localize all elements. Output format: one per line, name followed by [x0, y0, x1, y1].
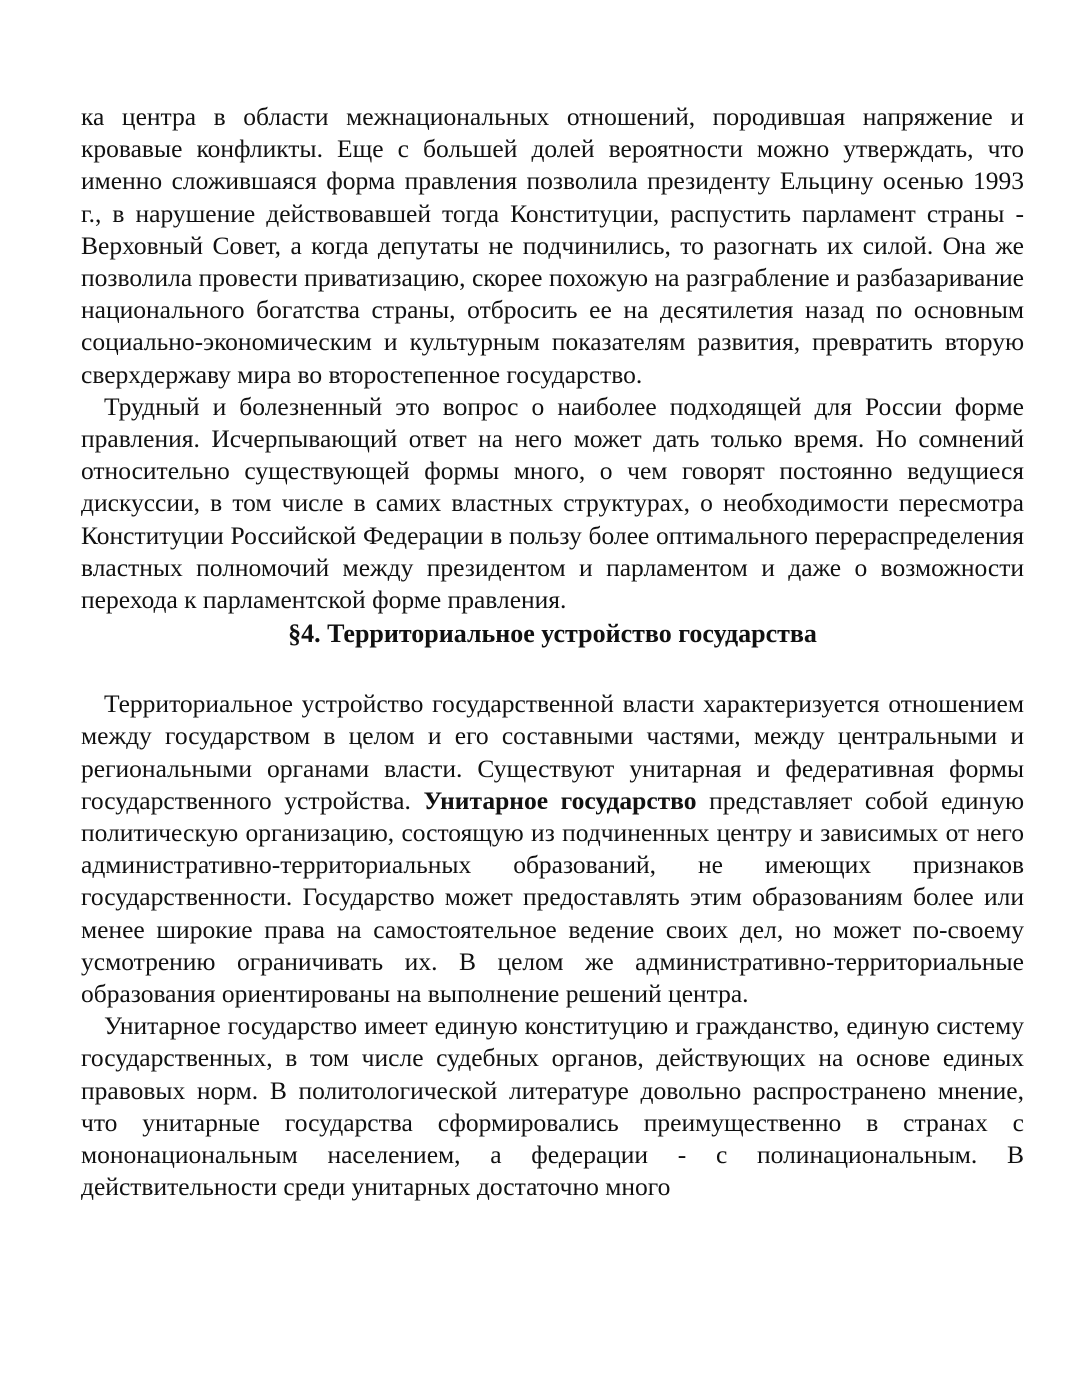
paragraph-3-start: Территориальное устройство государственной власти характеризуется отношением между государством в целом и его составными частями, между центральными и региональными органами власти. Существуют унитарная и федеративная формы государственного устройства.	[81, 689, 1024, 815]
term-unitary-state: Унитарное государство	[423, 785, 697, 815]
paragraph-4: Унитарное государство имеет единую конституцию и гражданство, единую систему государственных, в том числе судебных органов, действующих на основе единых правовых норм. В политологической литературе довольно распространено мнение, что унитарные государства сформировались преимущественно в странах с мононациональным населением, а федерации - с полинациональным. В действительности среди унитарных достаточно много	[81, 1011, 1024, 1202]
paragraph-3-end: представляет собой единую политическую организацию, состоящую из подчиненных центру и зависимых от него административно-территориальных образований, не имеющих признаков государственности. Государство может предоставлять этим образованиям более или менее широкие права на самостоятельное ведение своих дел, но может по-своему усмотрению ограничивать их. В целом же административно-территориальные образования ориентированы на выполнение решений центра.	[81, 785, 1024, 1009]
paragraph-3	[81, 688, 1024, 1010]
document-page	[81, 101, 1024, 1204]
section-heading: §4. Территориальное устройство государства	[288, 619, 817, 649]
paragraph-1: ка центра в области межнациональных отношений, породившая напряжение и кровавые конфликты. Еще с большей долей вероятности можно утверждать, что именно сложившаяся форма правления позволила президенту Ельцину осенью 1993 г., в нарушение действовавшей тогда Конституции, распустить парламент страны - Верховный Совет, а когда депутаты не подчинились, то разогнать их силой. Она же позволила провести приватизацию, скорее похожую на разграбление и разбазаривание национального богатства страны, отбросить ее на десятилетия назад по основным социально-экономическим и культурным показателям развития, превратить вторую сверхдержаву мира во второстепенное государство.	[81, 102, 1024, 389]
paragraph-2: Трудный и болезненный это вопрос о наиболее подходящей для России форме правления. Исчерпывающий ответ на него может дать только время. Но сомнений относительно существующей формы много, о чем говорят постоянно ведущиеся дискуссии, в том числе в самих властных структурах, о необходимости пересмотра Конституции Российской Федерации в пользу более оптимального перераспределения властных полномочий между президентом и парламентом и даже о возможности перехода к парламентской форме правления.	[81, 391, 1024, 615]
